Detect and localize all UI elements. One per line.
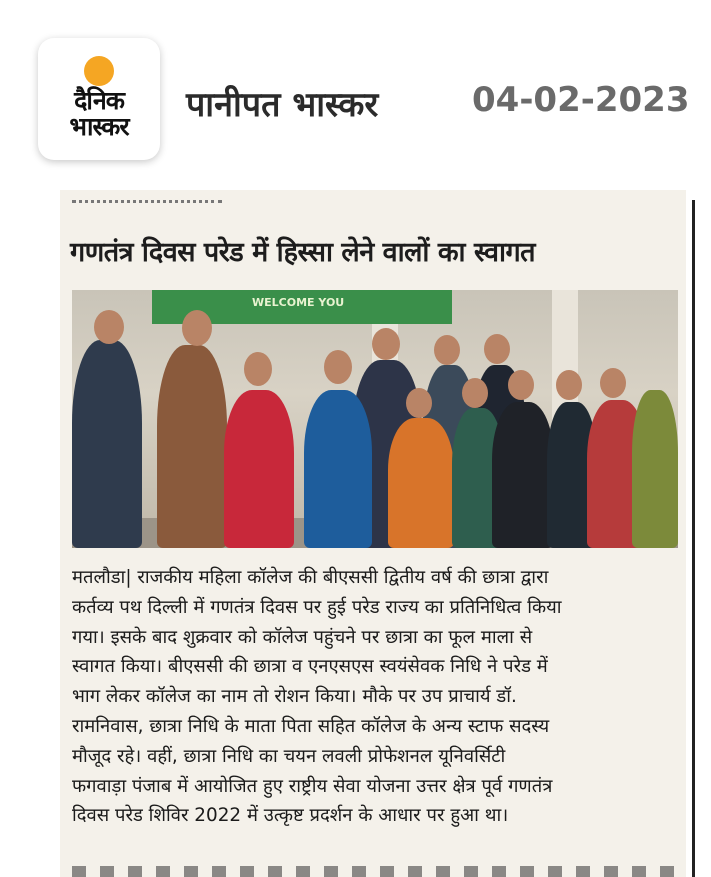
logo-text-line1: दैनिक	[74, 86, 124, 115]
article-body-line: कर्तव्य पथ दिल्ली में गणतंत्र दिवस पर हुई परेड राज्य का प्रतिनिधित्व किया	[72, 596, 562, 618]
person-head	[484, 334, 510, 364]
person	[224, 390, 294, 548]
person-head	[556, 370, 582, 400]
cut-text-fragment	[72, 192, 222, 203]
article-headline: गणतंत्र दिवस परेड में हिस्सा लेने वालों का स्वागत	[70, 237, 536, 268]
person-head	[406, 388, 432, 418]
potted-plant	[632, 390, 678, 548]
article-photo[interactable]	[72, 290, 678, 548]
person-head	[324, 350, 352, 384]
person	[388, 418, 454, 548]
article-body-line: स्वागत किया। बीएससी की छात्रा व एनएसएस स्वयंसेवक निधि ने परेड में	[72, 656, 548, 678]
article-body-line: भाग लेकर कॉलेज का नाम तो रोशन किया। मौके पर उप प्राचार्य डॉ.	[72, 686, 517, 708]
logo-text-line2: भास्कर	[69, 112, 129, 141]
person-head	[600, 368, 626, 398]
article-body-line: गया। इसके बाद शुक्रवार को कॉलेज पहुंचने पर छात्रा का फूल माला से	[72, 626, 533, 648]
article-body-line: मतलौडा| राजकीय महिला कॉलेज की बीएससी द्वितीय वर्ष की छात्रा द्वारा	[72, 567, 549, 588]
article-body-line: दिवस परेड शिविर 2022 में उत्कृष्ट प्रदर्शन के आधार पर हुआ था।	[72, 805, 509, 827]
person-head	[182, 310, 212, 346]
welcome-banner-text: WELCOME YOU	[252, 296, 345, 309]
article-body-line: रामनिवास, छात्रा निधि के माता पिता सहित कॉलेज के अन्य स्टाफ सदस्य	[72, 715, 550, 737]
person-head	[94, 310, 124, 344]
person-head	[244, 352, 272, 386]
person	[72, 340, 142, 548]
sun-icon	[84, 56, 114, 86]
person	[304, 390, 372, 548]
person-head	[372, 328, 400, 360]
publication-date: 04-02-2023	[472, 80, 690, 120]
person	[157, 345, 227, 548]
article-body	[72, 563, 684, 831]
column-divider	[692, 200, 695, 877]
edition-title: पानीपत भास्कर	[186, 85, 379, 125]
person-head	[434, 335, 460, 365]
person-head	[508, 370, 534, 400]
cut-text-fragment	[72, 866, 684, 877]
person-head	[462, 378, 488, 408]
article-body-line: फगवाड़ा पंजाब में आयोजित हुए राष्ट्रीय सेवा योजना उत्तर क्षेत्र पूर्व गणतंत्र	[72, 775, 553, 797]
app-header	[0, 0, 711, 180]
person	[492, 402, 554, 548]
article-body-line: मौजूद रहे। वहीं, छात्रा निधि का चयन लवली प्रोफेशनल यूनिवर्सिटी	[72, 745, 506, 767]
